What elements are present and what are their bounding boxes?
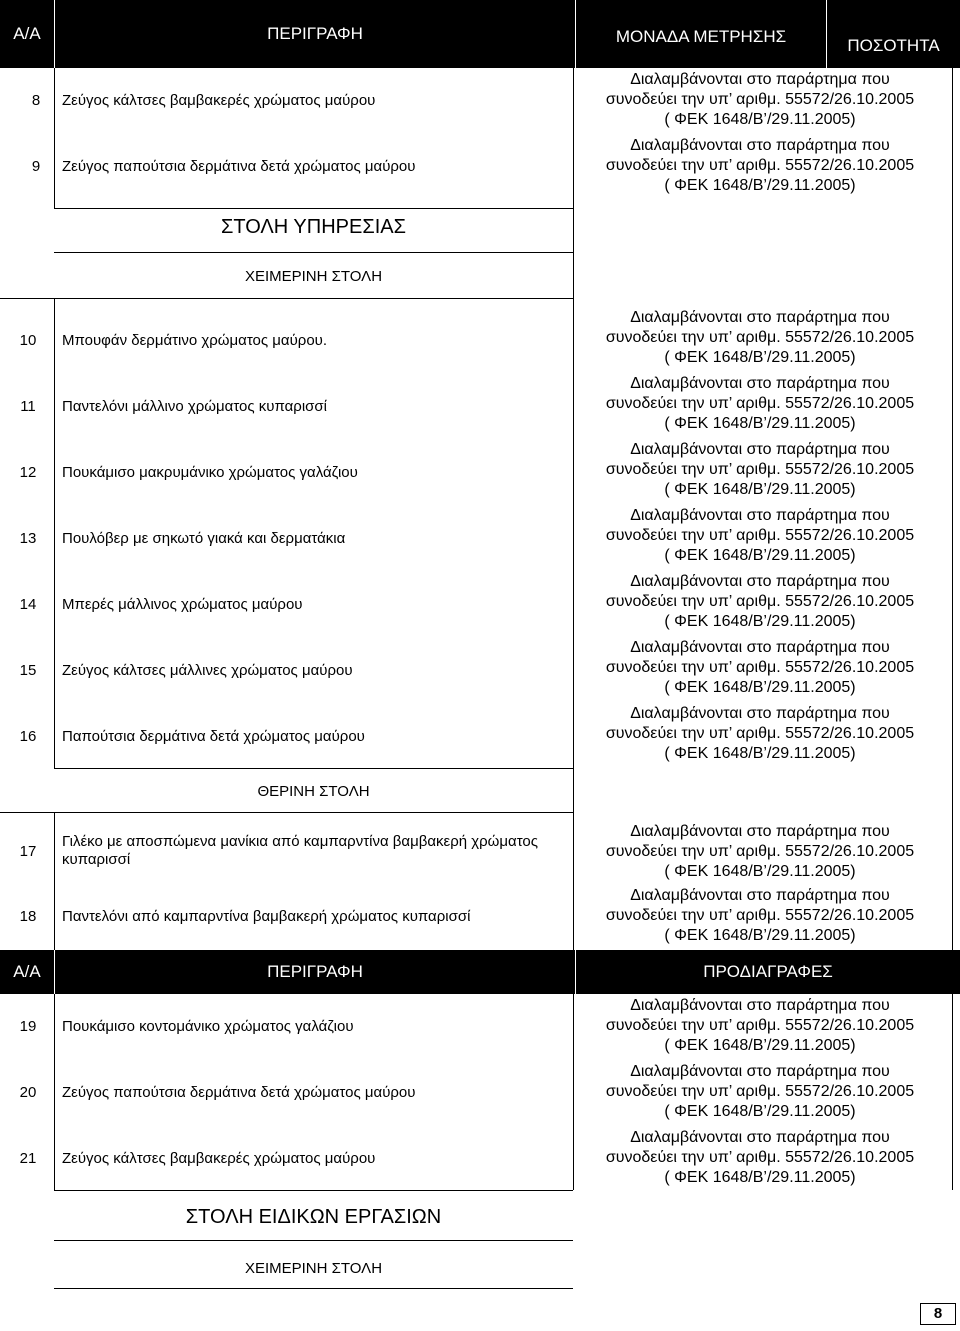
row-description: Παντελόνι από καμπαρντίνα βαμβακερή χρώματος κυπαρισσί [62, 908, 471, 925]
row-specification: Διαλαμβάνονται στο παράρτημα που συνοδεύει την υπ’ αριθμ. 55572/26.10.2005 ( ΦΕΚ 1648/Β’/29.11.2005) [605, 887, 915, 944]
row-specification: Διαλαμβάνονται στο παράρτημα που συνοδεύει την υπ’ αριθμ. 55572/26.10.2005 ( ΦΕΚ 1648/Β’/29.11.2005) [605, 507, 915, 564]
row-number: 16 [19, 728, 37, 745]
page-number: 8 [920, 1303, 956, 1325]
row-specification: Διαλαμβάνονται στο παράρτημα που συνοδεύει την υπ’ αριθμ. 55572/26.10.2005 ( ΦΕΚ 1648/Β’/29.11.2005) [605, 137, 915, 194]
header2-specs: ΠΡΟΔΙΑΓΡΑΦΕΣ [576, 950, 960, 994]
row-specification: Διαλαμβάνονται στο παράρτημα που συνοδεύει την υπ’ αριθμ. 55572/26.10.2005 ( ΦΕΚ 1648/Β’/29.11.2005) [605, 441, 915, 498]
section-special-works-uniform: ΣΤΟΛΗ ΕΙΔΙΚΩΝ ΕΡΓΑΣΙΩΝ [185, 1206, 442, 1228]
section-winter-uniform-2: ΧΕΙΜΕΡΙΝΗ ΣΤΟΛΗ [244, 1260, 383, 1277]
grid-line [54, 298, 55, 768]
section-summer-uniform: ΘΕΡΙΝΗ ΣΤΟΛΗ [257, 783, 370, 800]
grid-line [952, 994, 953, 1190]
section-winter-uniform: ΧΕΙΜΕΡΙΝΗ ΣΤΟΛΗ [244, 268, 383, 285]
row-description: Πουκάμισο κοντομάνικο χρώματος γαλάζιου [62, 1018, 354, 1035]
row-description: Ζεύγος παπούτσια δερμάτινα δετά χρώματος μαύρου [62, 158, 416, 175]
row-number: 17 [19, 843, 37, 860]
row-specification: Διαλαμβάνονται στο παράρτημα που συνοδεύει την υπ’ αριθμ. 55572/26.10.2005 ( ΦΕΚ 1648/Β’/29.11.2005) [605, 309, 915, 366]
section-service-uniform: ΣΤΟΛΗ ΥΠΗΡΕΣΙΑΣ [221, 216, 406, 238]
row-description: Μπουφάν δερμάτινο χρώματος μαύρου. [62, 332, 328, 349]
row-description: Ζεύγος κάλτσες βαμβακερές χρώματος μαύρου [62, 92, 376, 109]
header-description: ΠΕΡΙΓΡΑΦΗ [55, 0, 575, 68]
grid-line [54, 768, 573, 769]
row-specification: Διαλαμβάνονται στο παράρτημα που συνοδεύει την υπ’ αριθμ. 55572/26.10.2005 ( ΦΕΚ 1648/Β’/29.11.2005) [605, 375, 915, 432]
row-number: 20 [19, 1084, 37, 1101]
row-number: 8 [31, 92, 41, 109]
row-number: 10 [19, 332, 37, 349]
row-description: Μπερές μάλλινος χρώματος μαύρου [62, 596, 303, 613]
header-quantity: ΠΟΣΟΤΗΤΑ [827, 0, 960, 68]
grid-line [952, 68, 953, 950]
row-number: 21 [19, 1150, 37, 1167]
grid-line [54, 1240, 573, 1241]
row-specification: Διαλαμβάνονται στο παράρτημα που συνοδεύει την υπ’ αριθμ. 55572/26.10.2005 ( ΦΕΚ 1648/Β’/29.11.2005) [605, 705, 915, 762]
grid-line [54, 208, 573, 209]
grid-line [54, 994, 55, 1190]
row-description: Παντελόνι μάλλινο χρώματος κυπαρισσί [62, 398, 327, 415]
row-description: Ζεύγος κάλτσες βαμβακερές χρώματος μαύρου [62, 1150, 376, 1167]
header-unit: ΜΟΝΑΔΑ ΜΕΤΡΗΣΗΣ [576, 0, 826, 68]
grid-line [54, 812, 55, 950]
row-description: Ζεύγος κάλτσες μάλλινες χρώματος μαύρου [62, 662, 353, 679]
grid-line [54, 1288, 573, 1289]
row-number: 18 [19, 908, 37, 925]
row-specification: Διαλαμβάνονται στο παράρτημα που συνοδεύει την υπ’ αριθμ. 55572/26.10.2005 ( ΦΕΚ 1648/Β’/29.11.2005) [605, 823, 915, 880]
grid-line [573, 994, 574, 1190]
grid-line [0, 298, 573, 299]
row-number: 15 [19, 662, 37, 679]
grid-line [573, 68, 574, 950]
row-description: Πουλόβερ με σηκωτό γιακά και δερματάκια [62, 530, 346, 547]
row-specification: Διαλαμβάνονται στο παράρτημα που συνοδεύει την υπ’ αριθμ. 55572/26.10.2005 ( ΦΕΚ 1648/Β’/29.11.2005) [605, 573, 915, 630]
grid-line [54, 68, 55, 208]
header2-description: ΠΕΡΙΓΡΑΦΗ [55, 950, 575, 994]
row-specification: Διαλαμβάνονται στο παράρτημα που συνοδεύει την υπ’ αριθμ. 55572/26.10.2005 ( ΦΕΚ 1648/Β’/29.11.2005) [605, 1129, 915, 1186]
row-number: 11 [20, 398, 36, 415]
row-description: Γιλέκο με αποσπώμενα μανίκια από καμπαρντίνα βαμβακερή χρώματος κυπαρισσί [62, 833, 538, 868]
row-description: Πουκάμισο μακρυμάνικο χρώματος γαλάζιου [62, 464, 358, 481]
row-number: 9 [31, 158, 41, 175]
row-specification: Διαλαμβάνονται στο παράρτημα που συνοδεύει την υπ’ αριθμ. 55572/26.10.2005 ( ΦΕΚ 1648/Β’/29.11.2005) [605, 639, 915, 696]
grid-line [54, 1190, 573, 1191]
row-specification: Διαλαμβάνονται στο παράρτημα που συνοδεύει την υπ’ αριθμ. 55572/26.10.2005 ( ΦΕΚ 1648/Β’/29.11.2005) [605, 1063, 915, 1120]
row-number: 19 [19, 1018, 37, 1035]
header2-aa: Α/Α [0, 950, 54, 994]
row-number: 12 [19, 464, 37, 481]
row-specification: Διαλαμβάνονται στο παράρτημα που συνοδεύει την υπ’ αριθμ. 55572/26.10.2005 ( ΦΕΚ 1648/Β’/29.11.2005) [605, 997, 915, 1054]
grid-line [54, 252, 573, 253]
row-number: 14 [19, 596, 37, 613]
grid-line [0, 812, 573, 813]
header-aa: Α/Α [0, 0, 54, 68]
row-description: Ζεύγος παπούτσια δερμάτινα δετά χρώματος μαύρου [62, 1084, 416, 1101]
row-number: 13 [19, 530, 37, 547]
row-specification: Διαλαμβάνονται στο παράρτημα που συνοδεύει την υπ’ αριθμ. 55572/26.10.2005 ( ΦΕΚ 1648/Β’/29.11.2005) [605, 71, 915, 128]
row-description: Παπούτσια δερμάτινα δετά χρώματος μαύρου [62, 728, 365, 745]
